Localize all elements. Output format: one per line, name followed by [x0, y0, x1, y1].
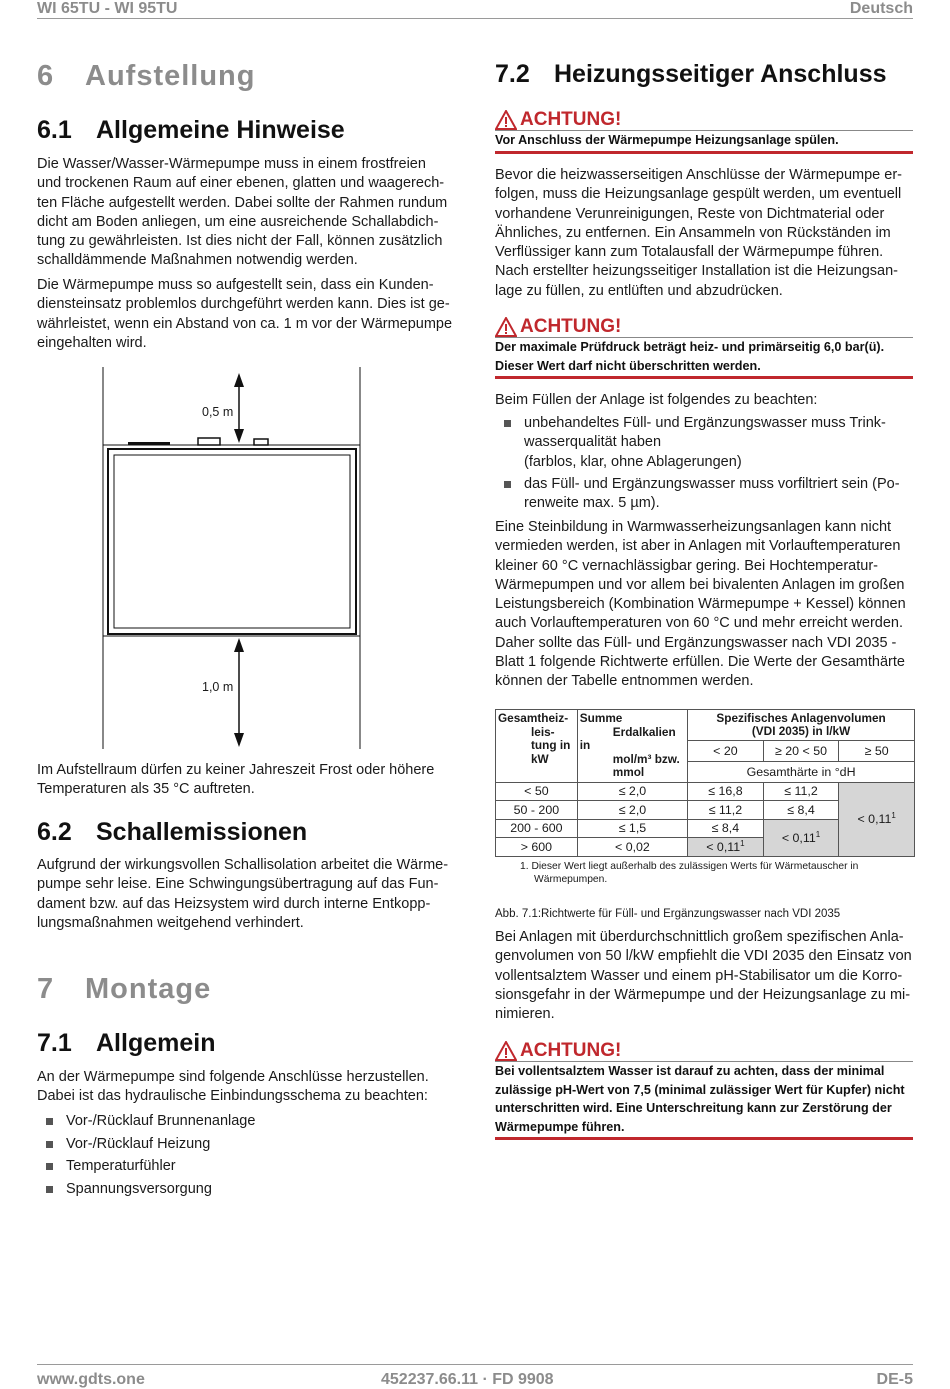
table-cell: > 600 [496, 838, 578, 857]
list-item: Vor-/Rücklauf Heizung [37, 1133, 455, 1156]
paragraph-general-notes: Die Wasser/Wasser-Wärmepumpe muss in einem frostfreien und trockenen Raum auf einer ebenen, glatten und waagerech- ten Fläche aufgestellt werden. Dabei sollte der Rahmen rundum dicht am Boden anliegen, um eine ausreichende Schallabdich- tung zu gewährleisten. Ist dies nicht der Fall, können zusätzlich schalldämmende Maßnahmen notwendig werden. [37, 156, 448, 269]
warning-triangle-icon [495, 110, 517, 130]
table-cell: 200 - 600 [496, 819, 578, 838]
table-cell: ≤ 2,0 [577, 801, 687, 820]
table-cell: < 50 [496, 782, 578, 801]
clearance-front-label: 1,0 m [202, 680, 234, 694]
connections-list [37, 1110, 455, 1200]
warning-test-pressure [495, 317, 913, 379]
header-divider [37, 18, 913, 19]
table-cell: ≤ 2,0 [577, 782, 687, 801]
section-6-heading: 6 Aufstellung [37, 60, 256, 92]
warning-text: Vor Anschluss der Wärmepumpe Heizungsanlage spülen. [495, 130, 913, 154]
header-volume-20-50: ≥ 20 < 50 [763, 740, 839, 761]
list-item: Spannungsversorgung [37, 1178, 455, 1201]
table-row [496, 782, 915, 801]
paragraph-filling-intro: Beim Füllen der Anlage ist folgendes zu beachten: [495, 392, 818, 408]
table-cell-merged-mid: < $0,11^1$ [763, 819, 839, 856]
paragraph-demineralized-water: Bei Anlagen mit überdurchschnittlich großem spezifischen Anla- genvolumen von 50 l/kW empfiehlt die VDI 2035 den Einsatz von vollentsalztem Wasser und einem pH-Stabilisator um die Korro- sionsgefahr in der Wärmepumpe und der Heizungsanlage zu mi- nimieren. [495, 929, 912, 1023]
section-7-1-heading: 7.1 Allgemein [37, 1029, 216, 1057]
table-cell: 50 - 200 [496, 801, 578, 820]
header-volume-lt20: < 20 [688, 740, 764, 761]
header-heating-capacity: Gesamtheiz- leis- tung in kW [496, 710, 578, 783]
table-cell: ≤ 8,4 [688, 819, 764, 838]
list-item: unbehandeltes Füll- und Ergänzungswasser muss Trink- wasserqualität haben (farblos, klar, ohne Ablagerungen) [495, 414, 913, 472]
list-item: Vor-/Rücklauf Brunnenanlage [37, 1110, 455, 1133]
installation-clearance-diagram [80, 367, 420, 749]
header-system-volume: Spezifisches Anlagenvolumen (VDI 2035) in l/kW [688, 710, 915, 741]
table-cell-merged-right: < $0,11^1$ [839, 782, 915, 856]
header-volume-ge50: ≥ 50 [839, 740, 915, 761]
footer-page: DE-5 [876, 1371, 913, 1388]
table-cell: ≤ 1,5 [577, 819, 687, 838]
table-cell: ≤ 16,8 [688, 782, 764, 801]
paragraph-flushing: Bevor die heizwasserseitigen Anschlüsse der Wärmepumpe er- folgen, muss die Heizungsanlage gespült werden, um eventuell vorhandene Verunreinigungen, Reste von Dichtmaterial oder Ähnliches, zu entfernen. Ein Ansammeln von Rückständen im Verflüssiger kann zum Totalausfall der Wärmepumpe führen. Nach erstellter heizungsseitiger Installation ist die Heizungsan- lage zu füllen, zu entlüften und abzudrücken. [495, 167, 902, 299]
paragraph-service-clearance: Die Wärmepumpe muss so aufgestellt sein, dass ein Kunden- diensteinsatz problemlos durchgeführt werden kann. Dies ist ge- währleistet, wenn ein Abstand von ca. 1 m vor der Wärmepumpe eingehalten wird. [37, 277, 453, 351]
table-cell: < 0,02 [577, 838, 687, 857]
warning-text: Der maximale Prüfdruck beträgt heiz- und primärseitig 6,0 bar(ü). Dieser Wert darf nicht überschritten werden. [495, 337, 913, 379]
warning-text: Bei vollentsalztem Wasser ist darauf zu achten, dass der minimal zulässige pH-Wert von 7,5 (minimal zulässiger Wert für Kupfer) nicht unterschritten wird. Eine Unterschreitung kann zur Zerstörung der Wärmepumpe führen. [495, 1061, 913, 1140]
table-cell: ≤ 11,2 [763, 782, 839, 801]
figure-caption: Abb. 7.1:Richtwerte für Füll- und Ergänzungswasser nach VDI 2035 [495, 908, 841, 920]
section-6-2-heading: 6.2 Schallemissionen [37, 818, 308, 846]
section-7-2-heading: 7.2 Heizungsseitiger Anschluss [495, 60, 887, 88]
warning-triangle-icon [495, 317, 517, 337]
filling-requirements-list [495, 414, 913, 513]
warning-title: ACHTUNG! [520, 316, 622, 337]
list-item: das Füll- und Ergänzungswasser muss vorfiltriert sein (Po- renweite max. 5 µm). [495, 475, 913, 514]
paragraph-sound-emissions: Aufgrund der wirkungsvollen Schallisolation arbeitet die Wärme- pumpe sehr leise. Eine Schwingungsübertragung auf das Fun- dament bzw. auf das Heizsystem wird durch interne Entkopp- lungsmaßnahmen weitgehend verhindert. [37, 857, 449, 931]
footer-website: www.gdts.one [37, 1371, 145, 1388]
section-7-heading: 7 Montage [37, 973, 212, 1005]
table-header-row [496, 710, 915, 741]
warning-flush-system [495, 110, 913, 154]
warning-ph-value [495, 1041, 913, 1140]
table-cell: ≤ 11,2 [688, 801, 764, 820]
header-model: WI 65TU - WI 95TU [37, 0, 178, 17]
paragraph-connections-intro: An der Wärmepumpe sind folgende Anschlüsse herzustellen. Dabei ist das hydraulische Einbindungsschema zu beachten: [37, 1069, 429, 1105]
clearance-drawing [80, 367, 420, 749]
warning-title: ACHTUNG! [520, 1040, 622, 1061]
footer-divider [37, 1364, 913, 1365]
footer-docnumber: 452237.66.11 · FD 9908 [381, 1371, 554, 1388]
table-cell: < $0,11^1$ [688, 838, 764, 857]
clearance-top-label: 0,5 m [202, 405, 234, 419]
warning-triangle-icon [495, 1041, 517, 1061]
header-alkaline-earth-sum: Summe Erdalkalien in mol/m³ bzw. mmol [577, 710, 687, 783]
section-6-1-heading: 6.1 Allgemeine Hinweise [37, 116, 345, 144]
warning-title: ACHTUNG! [520, 109, 622, 130]
list-item: Temperaturfühler [37, 1155, 455, 1178]
header-language: Deutsch [849, 0, 913, 17]
water-quality-table [495, 709, 915, 857]
table-footnote: 1. Dieser Wert liegt außerhalb des zulässigen Werts für Wärmetauscher in Wärmepumpen. [520, 861, 859, 885]
paragraph-scale-formation: Eine Steinbildung in Warmwasserheizungsanlagen kann nicht vermieden werden, ist aber in Anlagen mit Vorlauftemperaturen kleiner 60 °C vernachlässigbar gering. Bei Hochtemperatur- Wärmepumpen und vor allem bei bivalenten Anlagen im großen Leistungsbereich (Kombination Wärmepumpe + Kessel) können auch Vorlauftemperaturen von 60 °C und mehr erreicht werden. Daher sollte das Füll- und Ergänzungswasser nach VDI 2035 - Blatt 1 folgende Richtwerte erfüllen. Die Werte der Gesamthärte können der Tabelle entnommen werden. [495, 519, 906, 690]
table-cell: ≤ 8,4 [763, 801, 839, 820]
header-total-hardness: Gesamthärte in °dH [688, 761, 915, 782]
paragraph-frost-temperature: Im Aufstellraum dürfen zu keiner Jahreszeit Frost oder höhere Temperaturen als 35 °C auftreten. [37, 762, 435, 798]
